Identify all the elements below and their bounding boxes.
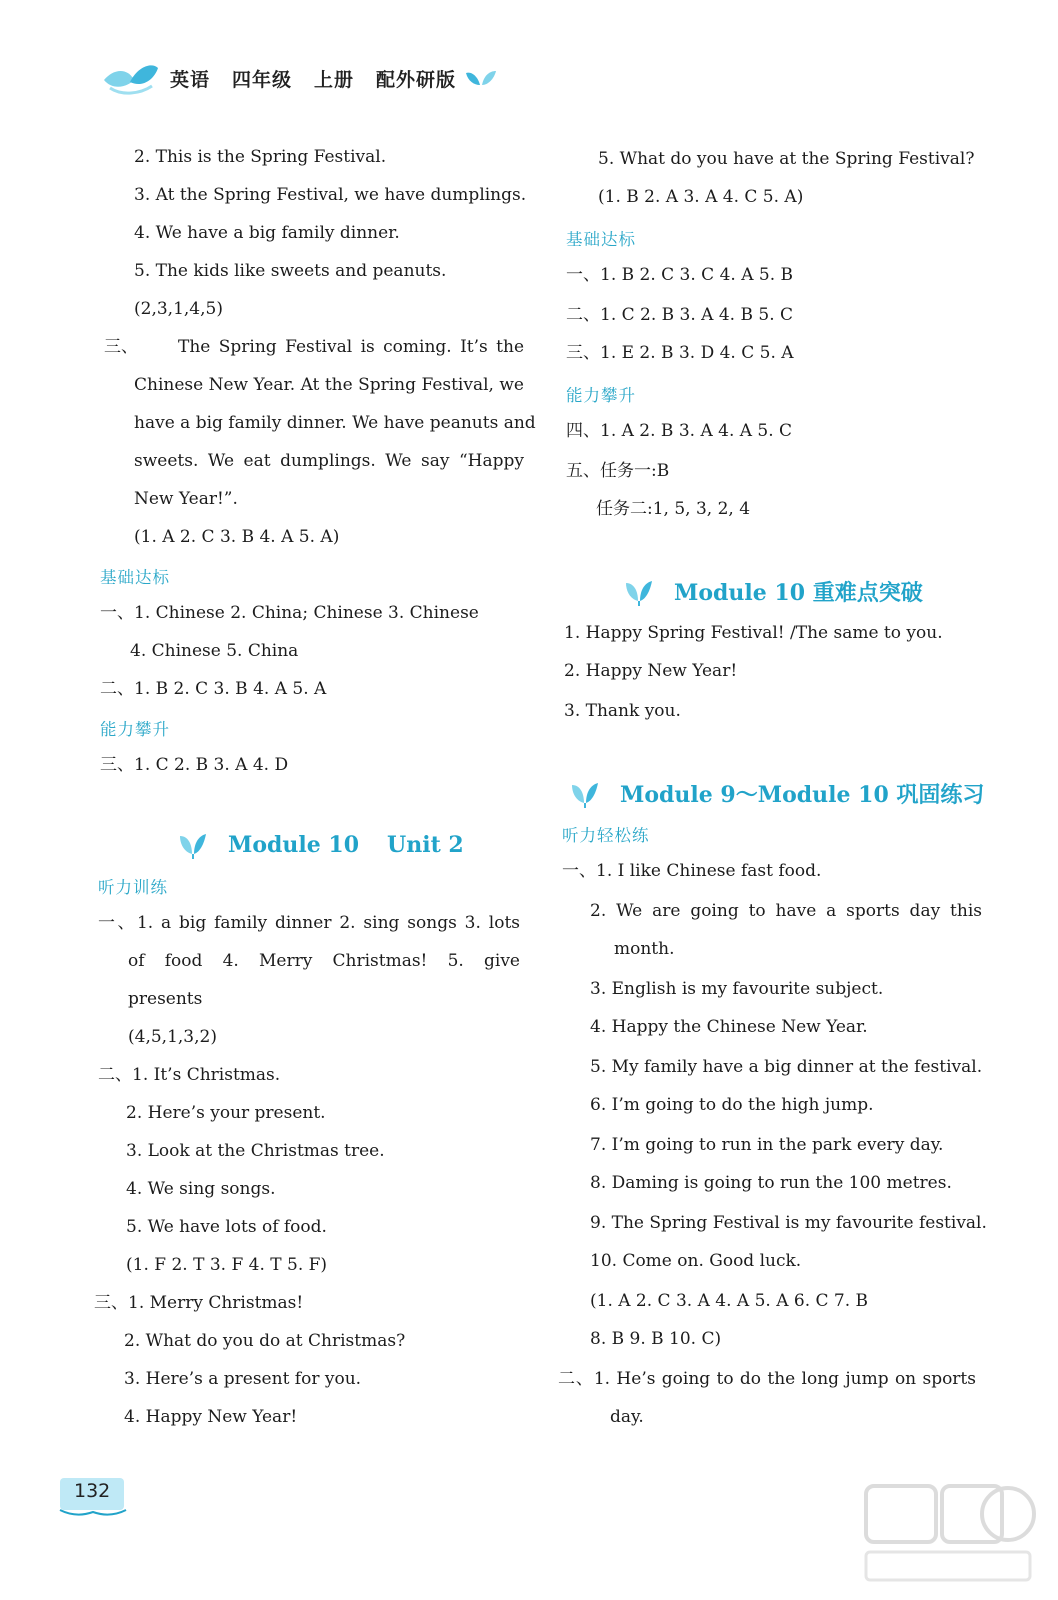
answer-line: 4. Happy New Year! [124,1407,298,1427]
answer-line: 3. English is my favourite subject. [590,979,884,999]
section-heading: 基础达标 [566,230,636,249]
answer-line: 2. Here’s your present. [126,1103,326,1123]
page-number: 132 [74,1480,111,1502]
answer-line: 2. We are going to have a sports day this [590,901,982,921]
module-heading [622,576,923,607]
answer-line: 一、1. a big family dinner 2. sing songs 3. lots [98,913,520,933]
page-header [100,58,498,98]
header-grade: 四年级 [232,68,293,91]
passage-line: Chinese New Year. At the Spring Festival, we [134,375,524,395]
section-heading: 基础达标 [100,568,170,587]
header-edition: 配外研版 [376,68,457,91]
answer-line: 9. The Spring Festival is my favourite festival. [590,1213,987,1233]
answer-line: 二、1. It’s Christmas. [98,1065,281,1085]
answer-line: day. [610,1407,644,1427]
butterfly-logo-icon [100,58,162,98]
leaf-ornament-icon [464,67,498,89]
module-title: Module 10 重难点突破 [674,580,923,606]
header-volume: 上册 [314,68,355,91]
answer-line: 3. Thank you. [564,701,681,721]
answer-line: 4. We have a big family dinner. [134,223,400,243]
answer-line: 2. This is the Spring Festival. [134,147,387,167]
answer-key: 8. B 9. B 10. C) [590,1329,722,1349]
answer-line: 二、1. He’s going to do the long jump on sports [558,1369,976,1389]
answer-key: (1. B 2. A 3. A 4. C 5. A) [598,187,804,207]
page-number-badge [58,1474,128,1518]
leaf-icon [622,577,656,607]
answer-line: 三、1. Merry Christmas! [94,1293,304,1313]
unit-title: Unit 2 [387,832,464,858]
answer-key: (1. F 2. T 3. F 4. T 5. F) [126,1255,328,1275]
answer-line: (4,5,1,3,2) [128,1027,217,1047]
answer-line: 三、1. E 2. B 3. D 4. C 5. A [566,343,794,363]
answer-line: 5. We have lots of food. [126,1217,327,1237]
answer-line: 3. At the Spring Festival, we have dumplings. [134,185,527,205]
answer-line: 三、1. C 2. B 3. A 4. D [100,755,289,775]
module-title: Module 10 [228,832,360,858]
passage-line: have a big family dinner. We have peanuts and [134,413,536,433]
answer-key: (1. A 2. C 3. A 4. A 5. A 6. C 7. B [590,1291,869,1311]
module-heading [176,830,464,860]
answer-line: 二、1. C 2. B 3. A 4. B 5. C [566,305,794,325]
answer-line: 4. Chinese 5. China [130,641,299,661]
section-heading: 听力训练 [98,878,168,897]
watermark-stamp-icon [858,1478,1038,1588]
answer-key: (1. A 2. C 3. B 4. A 5. A) [134,527,340,547]
answer-line: 5. My family have a big dinner at the festival. [590,1057,983,1077]
answer-line: 5. What do you have at the Spring Festival? [598,149,975,169]
answer-line: 一、1. I like Chinese fast food. [562,861,822,881]
answer-line: (2,3,1,4,5) [134,299,223,319]
answer-line: 2. Happy New Year! [564,661,738,681]
answer-line: 一、1. Chinese 2. China; Chinese 3. Chinese [100,603,479,623]
answer-line: 5. The kids like sweets and peanuts. [134,261,447,281]
answer-line: 2. What do you do at Christmas? [124,1331,406,1351]
passage-line: sweets. We eat dumplings. We say “Happy [134,451,524,471]
leaf-icon [176,830,210,860]
answer-line: 五、任务一:B [566,461,670,481]
answer-line: of food 4. Merry Christmas! 5. give [128,951,520,971]
answer-line: 1. Happy Spring Festival! /The same to you. [564,623,943,643]
section-heading: 听力轻松练 [562,826,650,845]
section-heading: 能力攀升 [100,720,170,739]
passage-line: New Year!”. [134,489,238,509]
answer-line: presents [128,989,203,1009]
answer-line: 8. Daming is going to run the 100 metres. [590,1173,952,1193]
answer-line: 10. Come on. Good luck. [590,1251,802,1271]
leaf-icon [568,779,602,809]
section-heading: 能力攀升 [566,386,636,405]
answer-line: 7. I’m going to run in the park every day. [590,1135,944,1155]
question-number: 三、 [104,337,138,357]
answer-line: 3. Look at the Christmas tree. [126,1141,385,1161]
header-subject: 英语 [170,68,211,91]
module-heading [568,778,984,809]
passage-line: The Spring Festival is coming. It’s the [178,337,524,357]
answer-line: 二、1. B 2. C 3. B 4. A 5. A [100,679,327,699]
answer-line: month. [614,939,675,959]
answer-line: 4. Happy the Chinese New Year. [590,1017,868,1037]
answer-line: 6. I’m going to do the high jump. [590,1095,874,1115]
answer-line: 一、1. B 2. C 3. C 4. A 5. B [566,265,794,285]
answer-line: 4. We sing songs. [126,1179,276,1199]
header-title [170,65,464,92]
answer-line: 3. Here’s a present for you. [124,1369,362,1389]
module-title: Module 9～Module 10 巩固练习 [620,782,985,808]
answer-line: 四、1. A 2. B 3. A 4. A 5. C [566,421,793,441]
answer-line: 任务二:1, 5, 3, 2, 4 [596,499,751,519]
